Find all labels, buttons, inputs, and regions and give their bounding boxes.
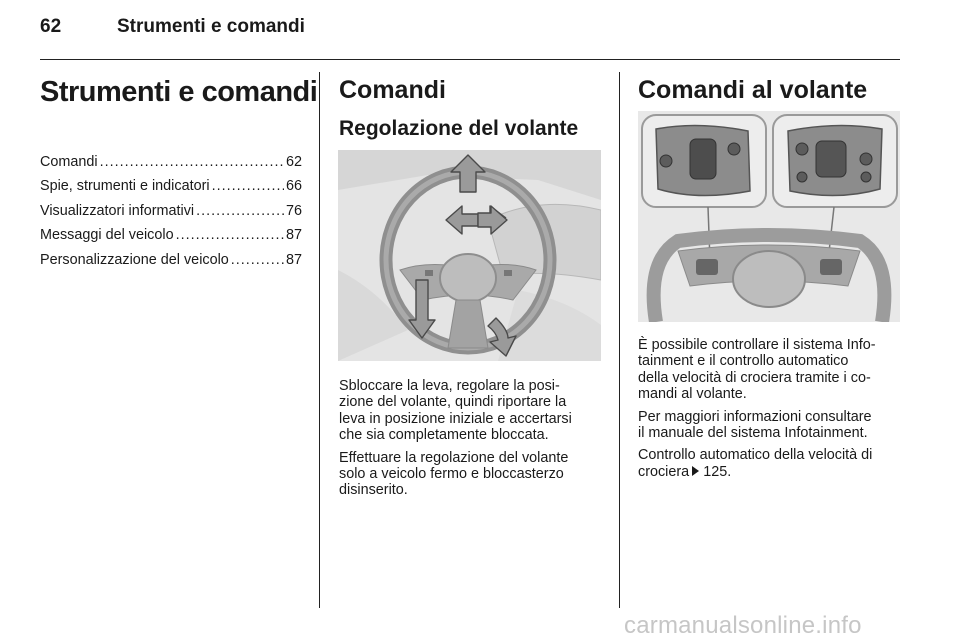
page-number: 62 — [40, 16, 62, 37]
paragraph — [339, 450, 603, 499]
section-title-steering-controls: Comandi al volante — [638, 76, 868, 104]
text-line: della velocità di crociera tramite i co- — [638, 369, 871, 386]
paragraph-xref — [638, 447, 903, 480]
toc-leader — [100, 150, 284, 174]
watermark: carmanualsonline.info — [624, 612, 862, 639]
text-line: tainment e il controllo automatico — [638, 353, 849, 370]
header-rule — [40, 59, 900, 60]
toc-entry[interactable] — [40, 150, 302, 174]
toc-entry[interactable] — [40, 199, 302, 223]
text-line: Per maggiori informazioni consultare — [638, 408, 872, 425]
body-text-steering — [339, 378, 603, 505]
steering-controls-illustration — [638, 111, 900, 322]
text-line: leva in posizione iniziale e accertarsi — [339, 410, 572, 427]
text-line: Sbloccare la leva, regolare la posi- — [339, 378, 560, 394]
column-divider-right — [619, 72, 620, 608]
text-line: zione del volante, quindi riportare la — [339, 394, 567, 411]
toc-page: 62 — [285, 154, 302, 170]
toc-page: 87 — [285, 251, 302, 268]
paragraph — [339, 378, 603, 444]
paragraph — [638, 409, 903, 442]
xref-page-link[interactable]: 125. — [703, 463, 732, 480]
running-header: Strumenti e comandi — [117, 16, 305, 37]
toc-label: Visualizzatori informativi — [40, 202, 195, 219]
toc-label: Messaggi del veicolo — [40, 227, 174, 244]
toc-page: 76 — [285, 202, 302, 219]
text-line: che sia completamente bloccata. — [339, 427, 549, 444]
text-line: Controllo automatico della velocità di — [638, 447, 873, 464]
toc-leader — [176, 223, 284, 247]
toc-page: 66 — [285, 178, 302, 195]
paragraph — [638, 337, 903, 403]
text-line: il manuale del sistema Infotainment. — [638, 425, 868, 442]
toc-label: Comandi — [40, 154, 98, 170]
toc-entry[interactable] — [40, 174, 302, 198]
text-line: crociera — [638, 463, 690, 480]
section-title-comandi: Comandi — [339, 76, 446, 104]
text-line: Effettuare la regolazione del volante — [339, 449, 569, 466]
column-divider-left — [319, 72, 320, 608]
text-line: mandi al volante. — [638, 386, 747, 403]
toc-entry[interactable] — [40, 248, 302, 272]
text-line: solo a veicolo fermo e bloccasterzo — [339, 466, 564, 483]
steering-controls-figure — [638, 111, 900, 322]
table-of-contents — [40, 150, 302, 272]
xref-arrow-icon — [692, 466, 699, 476]
text-line: disinserito. — [339, 482, 408, 499]
text-line: È possibile controllare il sistema Info- — [638, 337, 876, 353]
toc-leader — [231, 248, 284, 272]
toc-leader — [212, 174, 284, 198]
steering-adjustment-figure — [338, 150, 601, 361]
subsection-title: Regolazione del volante — [339, 117, 579, 140]
toc-leader — [196, 199, 284, 223]
body-text-steering-controls — [638, 337, 903, 486]
toc-label: Personalizzazione del veicolo — [40, 251, 229, 268]
toc-page: 87 — [285, 227, 302, 244]
steering-wheel-illustration — [338, 150, 601, 361]
toc-entry[interactable] — [40, 223, 302, 247]
chapter-title: Strumenti e comandi — [40, 76, 318, 108]
toc-label: Spie, strumenti e indicatori — [40, 178, 210, 195]
